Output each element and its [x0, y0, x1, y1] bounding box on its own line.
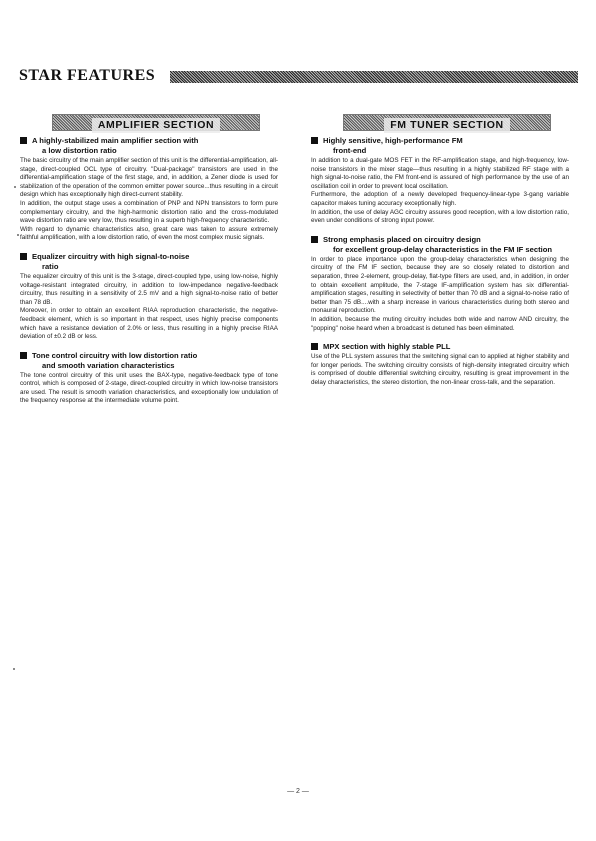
paragraph: Use of the PLL system assures that the switching signal can to applied at higher stability and for longer periods. The switching circuitry consists of high-density integrated circuitry which is comprised of double differential switching circuitry, resulting is great improvement in the delay characteristics, the stereo distortion, the non-linear cross-talk, and the separation. — [311, 353, 569, 386]
fm-tuner-section-banner — [343, 114, 551, 131]
heading-line-1: Highly sensitive, high-performance FM — [323, 136, 463, 145]
heading-line-2: for excellent group-delay characteristics in the FM IF section — [333, 244, 553, 254]
paragraph: Moreover, in order to obtain an excellent RIAA reproduction characteristic, the negative-feedback element, which is so important in that respect, uses highly precise components which have a resistance deviation of 2.0% or less, thus resulting in a highly precise RIAA deviation of ±0.2 dB or less. — [20, 307, 278, 341]
heading-line-2: and smooth variation characteristics — [42, 360, 175, 370]
paragraph: The equalizer circuitry of this unit is the 3-stage, direct-coupled type, using low-noise, highly voltage-resistant integrated circuitry, in addition to low-impedance negative-feedback circuitry, thus resulting in a sensitivity of 2.5 mV and a high signal-to-noise ratio of better than 78 dB. — [20, 272, 278, 306]
feature-body — [20, 372, 278, 406]
square-bullet-icon — [311, 343, 318, 350]
feature-body — [20, 273, 278, 342]
page-number: — 2 — — [287, 788, 309, 795]
square-bullet-icon — [20, 352, 27, 359]
feature-body — [311, 353, 569, 387]
feature-heading — [20, 351, 278, 371]
fm-tuner-column — [311, 136, 569, 396]
paragraph: In order to place importance upon the group-delay characteristics when designing the circuitry of the FM IF section, because they are so closely related to distortion and separation, three 2-element, group-delay, flat-type filters are used, and, in addition, in order to obtain excellent amplitude, the 7-stage IF-amplification system has six differential-amplification stages, resulting in selectivity of better than 70 dB and a signal-to-noise ratio of better than 75 dB....with a sharp increase in various characteristics during both stereo and monaural reproduction. — [311, 255, 569, 315]
heading-line-2: front-end — [333, 146, 367, 155]
amplifier-banner-label: AMPLIFIER SECTION — [92, 118, 220, 133]
heading-line-2: ratio — [42, 261, 59, 271]
scan-speck — [17, 234, 19, 236]
paragraph: The tone control circuitry of this unit uses the BAX-type, negative-feedback type of tone control, which is composed of 2-stage, direct-coupled circuitry in which low-noise transistors are used. The result is smooth variation characteristics, and exceptionally low undulation of the frequency response at the intermediate volume point. — [20, 371, 278, 405]
heading-line-2: a low distortion ratio — [42, 146, 117, 155]
page-title: STAR FEATURES — [19, 67, 156, 84]
heading-line-1: MPX section with highly stable PLL — [323, 342, 451, 352]
feature-heading — [20, 136, 278, 156]
scan-speck — [13, 668, 15, 670]
square-bullet-icon — [311, 236, 318, 243]
scan-speck — [14, 186, 16, 188]
feature-body — [311, 157, 569, 226]
title-hatched-rule — [170, 71, 578, 83]
square-bullet-icon — [20, 137, 27, 144]
paragraph: Furthermore, the adoption of a newly developed frequency-linear-type 3-gang variable capacitor makes tuning accuracy exceptionally high. — [311, 191, 569, 207]
feature-body — [311, 256, 569, 333]
amplifier-section-banner — [52, 114, 260, 131]
paragraph: In addition, because the muting circuitry includes both wide and narrow AND circuitry, the "popping" noise heard when a broadcast is detuned has been eliminated. — [311, 315, 569, 332]
paragraph: With regard to dynamic characteristics also, great care was taken to assure extremely faithful amplification, with a low distortion ratio, of even the most complex music signals. — [20, 225, 278, 242]
amplifier-column — [20, 136, 278, 415]
paragraph: The basic circuitry of the main amplifier section of this unit is the differential-amplification, all-stage, direct-coupled OCL type of circuitry. "Dual-package" transistors are used in the differential-amplification stage of the first stage, and, in addition, a Zener diode is used for stabilization of the operation of the common emitter power source...thus resulting in a circuit design which has exceptionally high direct-current stability. — [20, 157, 278, 199]
feature-body — [20, 157, 278, 243]
feature-heading — [20, 252, 278, 272]
paragraph: In addition, the use of delay AGC circuitry assures good reception, with a low distortion ratio, even under conditions of strong input power. — [311, 208, 569, 225]
heading-line-1: Strong emphasis placed on circuitry design — [323, 234, 481, 244]
feature-heading — [311, 136, 569, 156]
paragraph: In addition, the output stage uses a combination of PNP and NPN transistors to form pure complementary circuitry, and the high-harmonic distortion ratio and the cross-modulated wave distortion ratio are very low, thus resulting in a superb high-frequency characteristic. — [20, 199, 278, 225]
feature-heading — [311, 235, 569, 255]
square-bullet-icon — [311, 137, 318, 144]
square-bullet-icon — [20, 253, 27, 260]
heading-line-1: Equalizer circuitry with high signal-to-noise — [32, 251, 190, 261]
feature-heading — [311, 342, 569, 352]
heading-line-1: A highly-stabilized main amplifier section with — [32, 136, 199, 145]
heading-line-1: Tone control circuitry with low distortion ratio — [32, 350, 198, 360]
fm-tuner-banner-label: FM TUNER SECTION — [384, 118, 509, 133]
paragraph: In addition to a dual-gate MOS FET in the RF-amplification stage, and high-frequency, low-noise transistors in the mixer stage—thus resulting in a highly stabilized RF stage with a high signal-to-noise ratio, the FM front-end is assured of high performance by the use of an oscillation coil in order to prevent local oscillation. — [311, 157, 569, 190]
